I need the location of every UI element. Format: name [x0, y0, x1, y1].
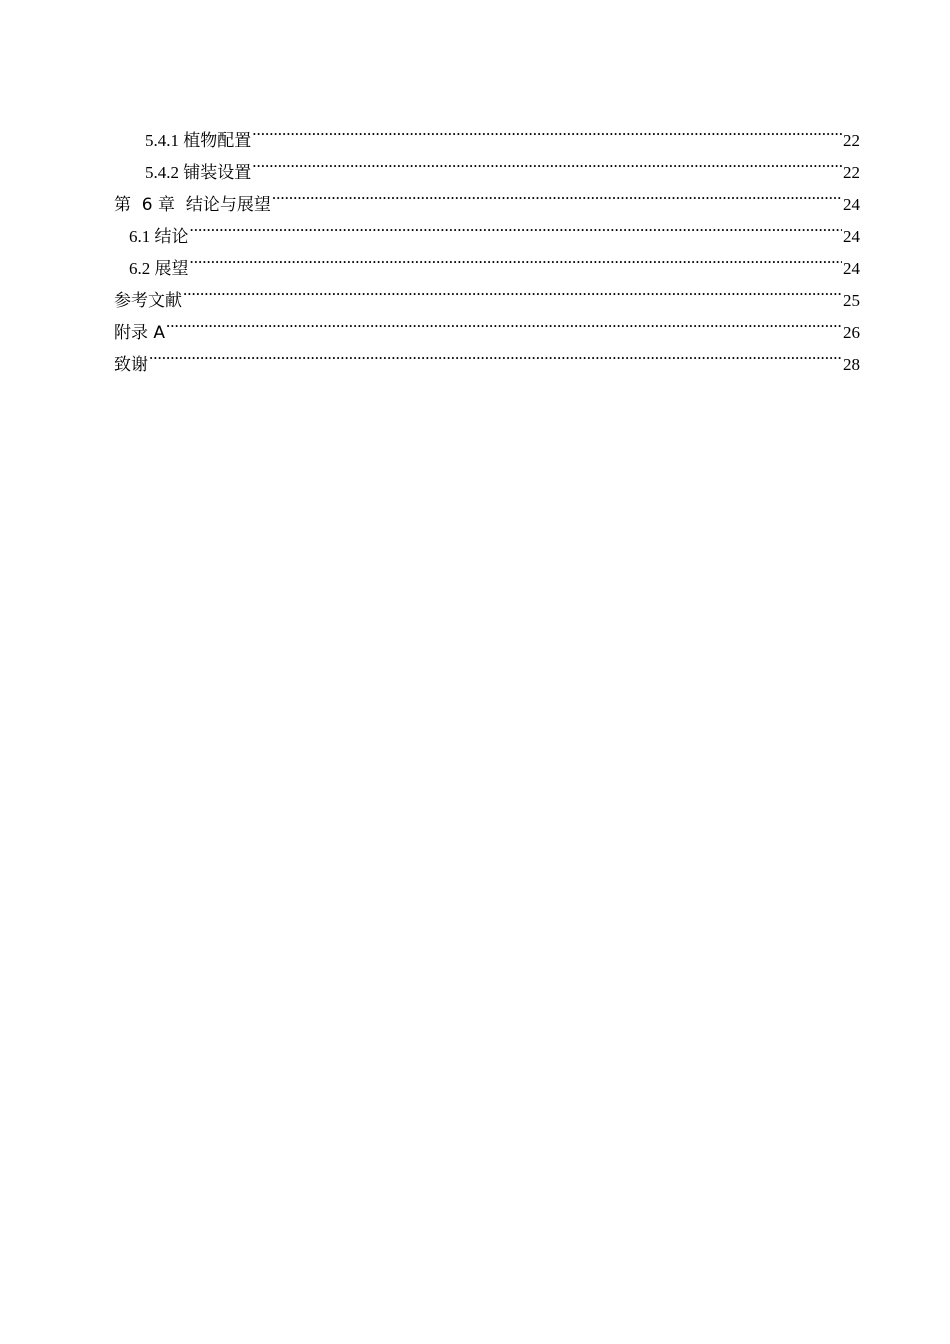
- toc-entry-6-1[interactable]: [114, 210, 860, 246]
- toc-entry-page: 25: [843, 291, 860, 310]
- toc-dot-leader: [190, 210, 843, 242]
- toc-entry-label: 第 6 章 结论与展望: [114, 195, 271, 215]
- toc-dot-leader: [252, 146, 842, 178]
- toc-entry-label: 附录 A: [114, 323, 166, 343]
- toc-entry-page: 24: [843, 195, 860, 214]
- toc-entry-page: 24: [843, 227, 860, 246]
- toc-entry-label: 6.2 展望: [129, 259, 189, 278]
- toc-entry-page: 24: [843, 259, 860, 278]
- toc-entry-label: 参考文献: [114, 291, 182, 311]
- toc-dot-leader: [183, 274, 842, 306]
- toc-entry-6-2[interactable]: [114, 242, 860, 278]
- toc-entry-page: 22: [843, 131, 860, 150]
- toc-dot-leader: [190, 242, 843, 274]
- toc-entry-acknowledgements[interactable]: [114, 338, 860, 375]
- toc-entry-label: 5.4.1 植物配置: [145, 131, 252, 150]
- toc-entry-appendix-a[interactable]: [114, 306, 860, 343]
- toc-entry-page: 22: [843, 163, 860, 182]
- table-of-contents: [114, 114, 860, 375]
- toc-dot-leader: [252, 114, 842, 146]
- toc-entry-label: 致谢: [114, 355, 148, 375]
- toc-entry-page: 28: [843, 355, 860, 374]
- toc-dot-leader: [149, 338, 842, 370]
- toc-entry-label: 6.1 结论: [129, 227, 189, 246]
- toc-dot-leader: [166, 306, 842, 338]
- toc-entry-label: 5.4.2 铺装设置: [145, 163, 252, 182]
- toc-entry-references[interactable]: [114, 274, 860, 311]
- toc-entry-page: 26: [843, 323, 860, 342]
- toc-dot-leader: [272, 178, 842, 210]
- toc-entry-5-4-1[interactable]: [114, 114, 860, 150]
